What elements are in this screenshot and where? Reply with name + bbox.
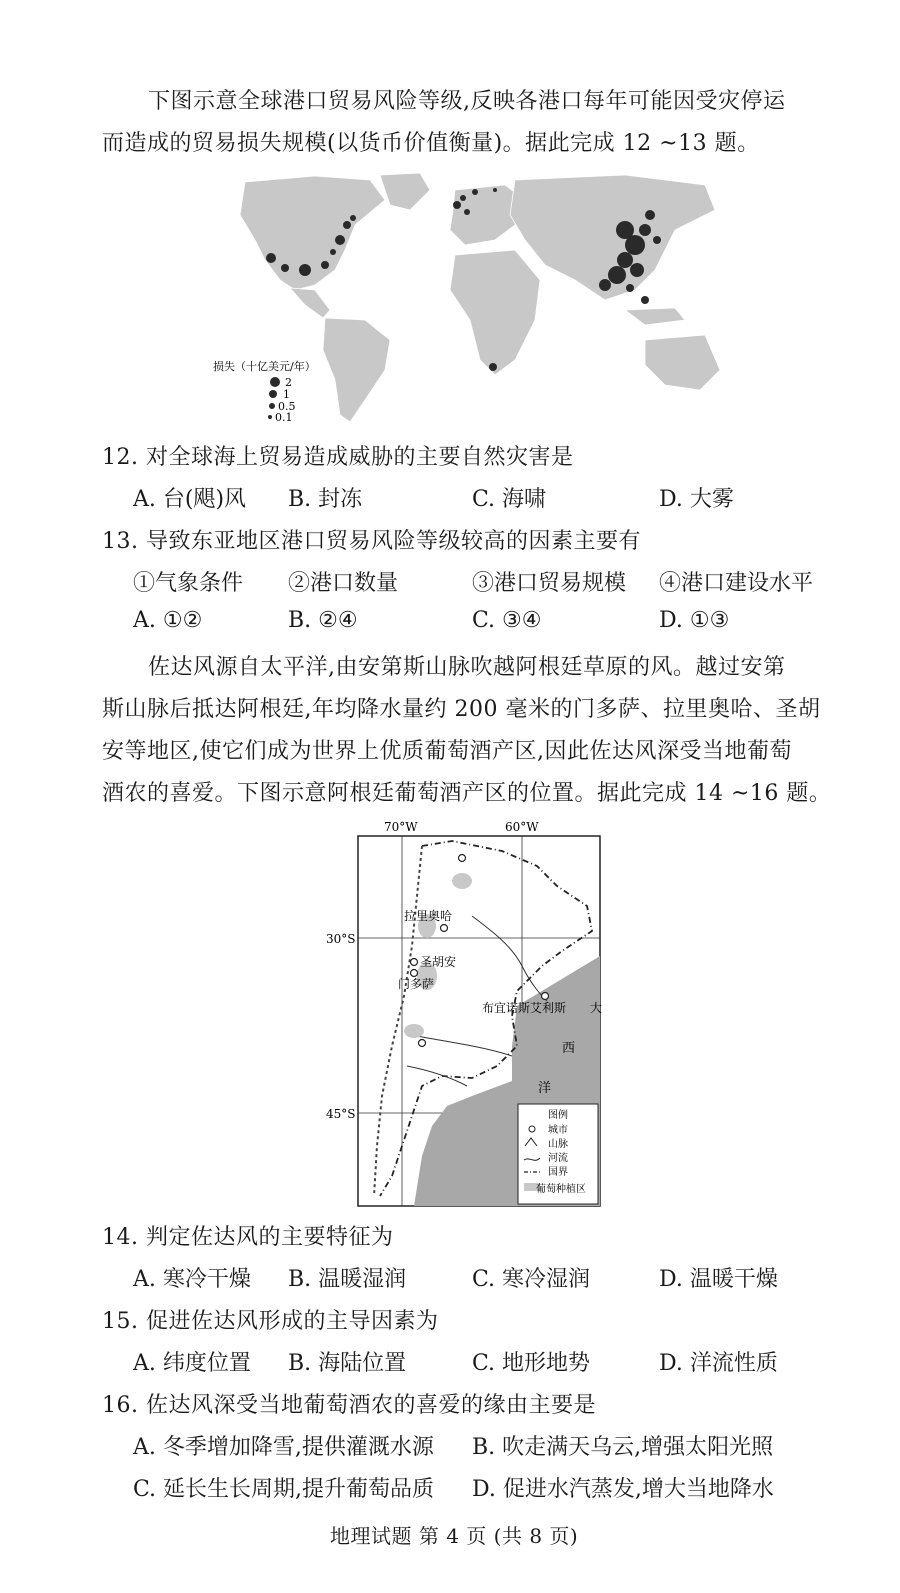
city-la-rioja [441, 925, 448, 932]
q13-option-a[interactable]: A. ①② [133, 608, 203, 633]
world-port-risk-map [205, 170, 725, 428]
legend-dot-2 [270, 377, 280, 387]
city-label-san-juan: 圣胡安 [420, 955, 457, 969]
q15-option-d[interactable]: D. 洋流性质 [659, 1351, 778, 1376]
q12-option-c[interactable]: C. 海啸 [472, 487, 547, 512]
q13-option-d[interactable]: D. ①③ [659, 608, 730, 633]
world-legend-value-0.5: 0.5 [278, 400, 296, 413]
arg-legend-city: 城市 [548, 1125, 568, 1136]
vineyard-north [452, 873, 472, 889]
q16-option-a[interactable]: A. 冬季增加降雪,提供灌溉水源 [133, 1435, 434, 1460]
q13-factor-4: ④港口建设水平 [659, 571, 814, 596]
africa-shape [450, 250, 540, 375]
q12-option-d[interactable]: D. 大雾 [659, 487, 734, 512]
q15-option-a[interactable]: A. 纬度位置 [133, 1351, 251, 1376]
city-south [419, 1040, 426, 1047]
q16-option-b[interactable]: B. 吹走满天乌云,增强太阳光照 [472, 1435, 774, 1460]
city-buenos-aires [542, 993, 549, 1000]
city-san-juan [411, 959, 418, 966]
city-label-la-rioja: 拉里奥哈 [404, 909, 453, 923]
arg-legend-mountain: 山脉 [548, 1139, 568, 1150]
legend-dot-1 [269, 390, 277, 398]
argentina-wine-map [322, 816, 612, 1211]
lat-label-45s: 45°S [326, 1107, 356, 1121]
city-label-buenos-aires: 布宜诺斯艾利斯 [482, 1001, 567, 1015]
q16-option-d[interactable]: D. 促进水汽蒸发,增大当地降水 [472, 1477, 774, 1502]
lat-label-30s: 30°S [326, 932, 356, 946]
q12-option-b[interactable]: B. 封冻 [288, 487, 363, 512]
world-legend-title: 损失（十亿美元/年） [213, 360, 316, 373]
arg-legend-title: 图例 [548, 1110, 568, 1121]
australia-shape [645, 335, 720, 390]
arg-legend-vineyard: 葡萄种植区 [536, 1184, 586, 1195]
world-legend-value-2: 2 [285, 376, 292, 389]
lon-label-60w: 60°W [505, 820, 539, 834]
intro2-line3: 安等地区,使它们成为世界上优质葡萄酒产区,因此佐达风深受当地葡萄 [102, 739, 792, 764]
q13-factor-1: ①气象条件 [133, 571, 244, 596]
greenland-shape [380, 173, 430, 210]
q15-option-b[interactable]: B. 海陆位置 [288, 1351, 407, 1376]
lon-label-70w: 70°W [384, 820, 418, 834]
intro2-line2: 斯山脉后抵达阿根廷,年均降水量约 200 毫米的门多萨、拉里奥哈、圣胡 [102, 697, 821, 722]
q14-option-b[interactable]: B. 温暖湿润 [288, 1267, 407, 1292]
ocean-char-da: 大 [590, 1001, 603, 1015]
q14-option-d[interactable]: D. 温暖干燥 [659, 1267, 778, 1292]
q13-option-c[interactable]: C. ③④ [472, 608, 542, 633]
q14-option-c[interactable]: C. 寒冷湿润 [472, 1267, 591, 1292]
legend-city-symbol [529, 1126, 535, 1132]
intro1-line1: 下图示意全球港口贸易风险等级,反映各港口每年可能因受灾停运 [148, 89, 786, 114]
legend-dot-0.5 [269, 403, 275, 409]
intro1-line2: 而造成的贸易损失规模(以货币价值衡量)。据此完成 12 ~13 题。 [102, 131, 760, 156]
vineyard-south [404, 1024, 424, 1038]
q13-factor-3: ③港口贸易规模 [472, 571, 627, 596]
south-america-shape [323, 318, 390, 422]
city-mendoza [411, 970, 418, 977]
world-legend-value-0.1: 0.1 [275, 411, 293, 424]
arg-legend-river: 河流 [548, 1153, 568, 1164]
ocean-char-xi: 西 [562, 1041, 576, 1056]
intro2-line1: 佐达风源自太平洋,由安第斯山脉吹越阿根廷草原的风。越过安第 [148, 655, 786, 680]
north-america-shape [240, 176, 385, 290]
central-america-shape [290, 288, 330, 318]
intro2-line4: 酒农的喜爱。下图示意阿根廷葡萄酒产区的位置。据此完成 14 ~16 题。 [102, 781, 832, 806]
q12-stem: 12. 对全球海上贸易造成威胁的主要自然灾害是 [102, 445, 574, 470]
city-label-mendoza: 门多萨 [398, 977, 435, 991]
q16-stem: 16. 佐达风深受当地葡萄酒农的喜爱的缘由主要是 [102, 1393, 596, 1418]
city-north [459, 855, 466, 862]
indonesia-shape [625, 308, 685, 325]
q14-option-a[interactable]: A. 寒冷干燥 [133, 1267, 251, 1292]
q16-option-c[interactable]: C. 延长生长周期,提升葡萄品质 [133, 1477, 435, 1502]
world-legend-value-1: 1 [283, 388, 290, 401]
q15-option-c[interactable]: C. 地形地势 [472, 1351, 591, 1376]
q12-option-a[interactable]: A. 台(飓)风 [133, 487, 247, 512]
q13-option-b[interactable]: B. ②④ [288, 608, 358, 633]
legend-dot-0.1 [268, 415, 272, 419]
q13-factor-2: ②港口数量 [288, 571, 399, 596]
q13-stem: 13. 导致东亚地区港口贸易风险等级较高的因素主要有 [102, 529, 641, 554]
q14-stem: 14. 判定佐达风的主要特征为 [102, 1225, 394, 1250]
ocean-char-yang: 洋 [538, 1081, 552, 1096]
page-footer: 地理试题 第 4 页 (共 8 页) [330, 1524, 579, 1548]
q15-stem: 15. 促进佐达风形成的主导因素为 [102, 1309, 439, 1334]
arg-legend-border: 国界 [548, 1167, 568, 1178]
